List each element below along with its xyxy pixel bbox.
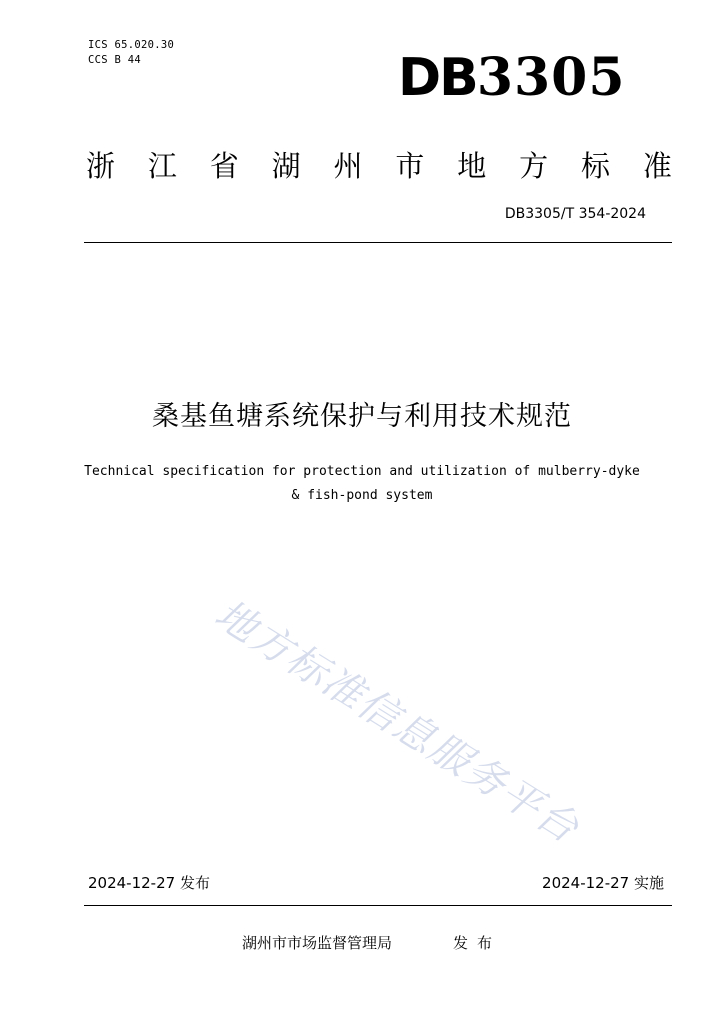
- standard-type-char: 地: [457, 149, 487, 183]
- standard-type-title: [86, 146, 672, 186]
- standard-type-char: 州: [333, 149, 363, 183]
- standard-type-char: 方: [519, 149, 549, 183]
- db-logo-code: 3305: [476, 47, 626, 108]
- document-title-en-line2: & fish-pond system: [291, 488, 433, 503]
- standard-number: DB3305/T 354-2024: [504, 206, 646, 222]
- document-title-en-line1: Technical specification for protection and utilization of mulberry-dyke: [84, 464, 640, 479]
- publisher: 湖州市市场监督管理局: [242, 934, 393, 952]
- implementation-date: 2024-12-27 实施: [542, 874, 664, 892]
- db-logo-prefix: DB: [398, 48, 477, 108]
- watermark: 地方标准信息服务平台: [206, 591, 588, 853]
- standard-type-char: 标: [581, 149, 611, 183]
- top-divider: [84, 242, 672, 243]
- publish-label: 发布: [453, 934, 502, 952]
- standard-type-char: 湖: [271, 149, 301, 183]
- standard-type-char: 浙: [86, 149, 116, 183]
- standard-type-char: 江: [147, 149, 177, 183]
- ccs-code: CCS B 44: [88, 54, 141, 66]
- bottom-divider: [84, 905, 672, 906]
- document-title-cn: 桑基鱼塘系统保护与利用技术规范: [152, 401, 572, 432]
- standard-type-char: 准: [642, 149, 672, 183]
- standard-type-char: 市: [395, 149, 425, 183]
- db-logo: [398, 47, 626, 108]
- issue-date: 2024-12-27 发布: [88, 874, 210, 892]
- standard-type-char: 省: [209, 149, 239, 183]
- ics-code: ICS 65.020.30: [88, 39, 175, 51]
